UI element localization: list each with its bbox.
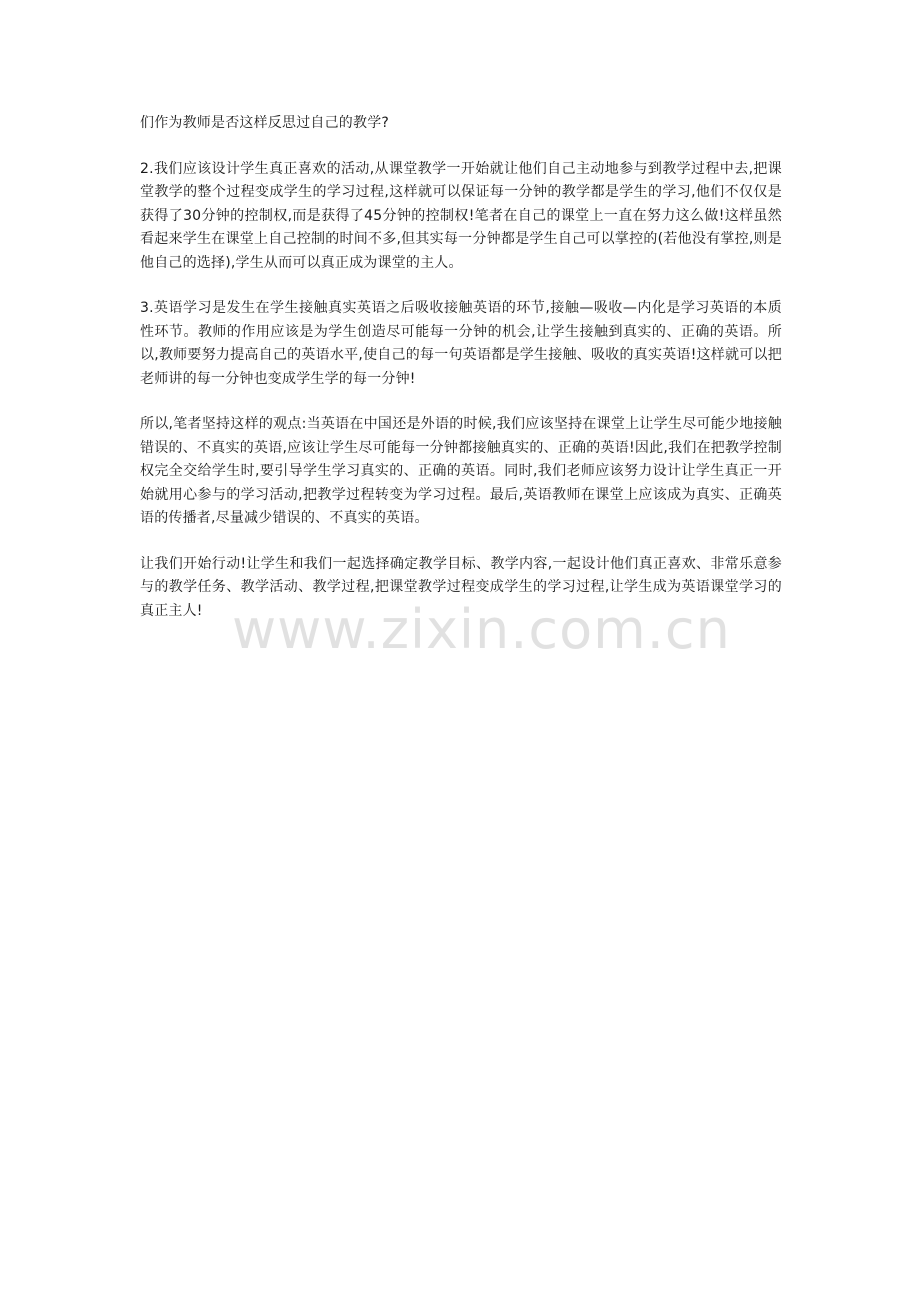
paragraph-point-3: 3.英语学习是发生在学生接触真实英语之后吸收接触英语的环节,接触—吸收—内化是学习英语的本质性环节。教师的作用应该是为学生创造尽可能每一分钟的机会,让学生接触到真实的、正确的英语。所以,教师要努力提高自己的英语水平,使自己的每一句英语都是学生接触、吸收的真实英语!这样就可以把老师讲的每一分钟也变成学生学的每一分钟! <box>140 300 782 387</box>
watermark: www.zixin.com.cn <box>232 598 731 661</box>
document-body <box>140 112 782 645</box>
paragraph-intro: 们作为教师是否这样反思过自己的教学? <box>140 115 390 131</box>
paragraph-point-2: 2.我们应该设计学生真正喜欢的活动,从课堂教学一开始就让他们自己主动地参与到教学过程中去,把课堂教学的整个过程变成学生的学习过程,这样就可以保证每一分钟的教学都是学生的学习,他们不仅仅是获得了30分钟的控制权,而是获得了45分钟的控制权!笔者在自己的课堂上一直在努力这么做!这样虽然看起来学生在课堂上自己控制的时间不多,但其实每一分钟都是学生自己可以掌控的(若他没有掌控,则是他自己的选择),学生从而可以真正成为课堂的主人。 <box>140 160 782 271</box>
paragraph-call-to-action: 让我们开始行动!让学生和我们一起选择确定教学目标、教学内容,一起设计他们真正喜欢、非常乐意参与的教学任务、教学活动、教学过程,把课堂教学过程变成学生的学习过程,让学生成为英语课堂学习的真正主人! <box>140 555 782 619</box>
paragraph-conclusion: 所以,笔者坚持这样的观点:当英语在中国还是外语的时候,我们应该坚持在课堂上让学生尽可能少地接触错误的、不真实的英语,应该让学生尽可能每一分钟都接触真实的、正确的英语!因此,我们在把教学控制权完全交给学生时,要引导学生学习真实的、正确的英语。同时,我们老师应该努力设计让学生真正一开始就用心参与的学习活动,把教学过程转变为学习过程。最后,英语教师在课堂上应该成为真实、正确英语的传播者,尽量减少错误的、不真实的英语。 <box>140 416 782 526</box>
